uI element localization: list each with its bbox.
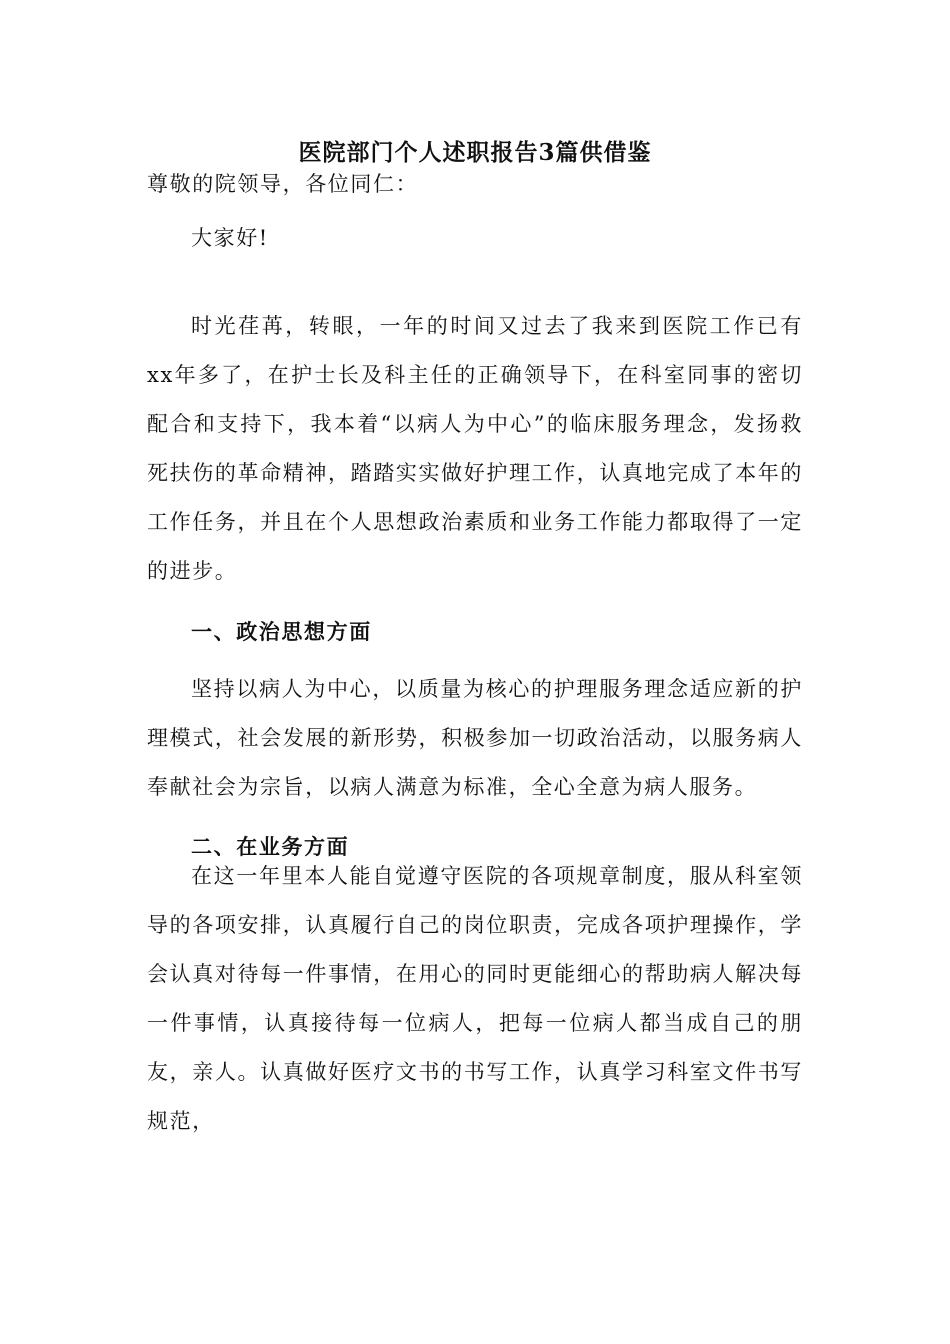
- document-title: 医院部门个人述职报告3篇供借鉴: [298, 139, 652, 166]
- section-paragraph-business: 在这一年里本人能自觉遵守医院的各项规章制度，服从科室领导的各项安排，认真履行自己的岗位职责，完成各项护理操作，学会认真对待每一件事情，在用心的同时更能细心的帮助病人解决每一件事情，认真接待每一位病人，把每一位病人都当成自己的朋友，亲人。认真做好医疗文书的书写工作，认真学习科室文件书写规范，: [147, 864, 803, 1133]
- section-heading-political: 一、政治思想方面: [191, 619, 372, 644]
- section-paragraph-political: 坚持以病人为中心，以质量为核心的护理服务理念适应新的护理模式，社会发展的新形势，积极参加一切政治活动，以服务病人奉献社会为宗旨，以病人满意为标准，全心全意为病人服务。: [147, 677, 803, 799]
- section-heading-business: 二、在业务方面: [191, 834, 350, 859]
- greeting: 大家好!: [191, 226, 269, 250]
- salutation: 尊敬的院领导，各位同仁：: [147, 172, 419, 196]
- intro-paragraph: 时光荏苒，转眼，一年的时间又过去了我来到医院工作已有xx年多了，在护士长及科主任的正确领导下，在科室同事的密切配合和支持下，我本着“以病人为中心”的临床服务理念，发扬救死扶伤的革命精神，踏踏实实做好护理工作，认真地完成了本年的工作任务，并且在个人思想政治素质和业务工作能力都取得了一定的进步。: [147, 314, 803, 583]
